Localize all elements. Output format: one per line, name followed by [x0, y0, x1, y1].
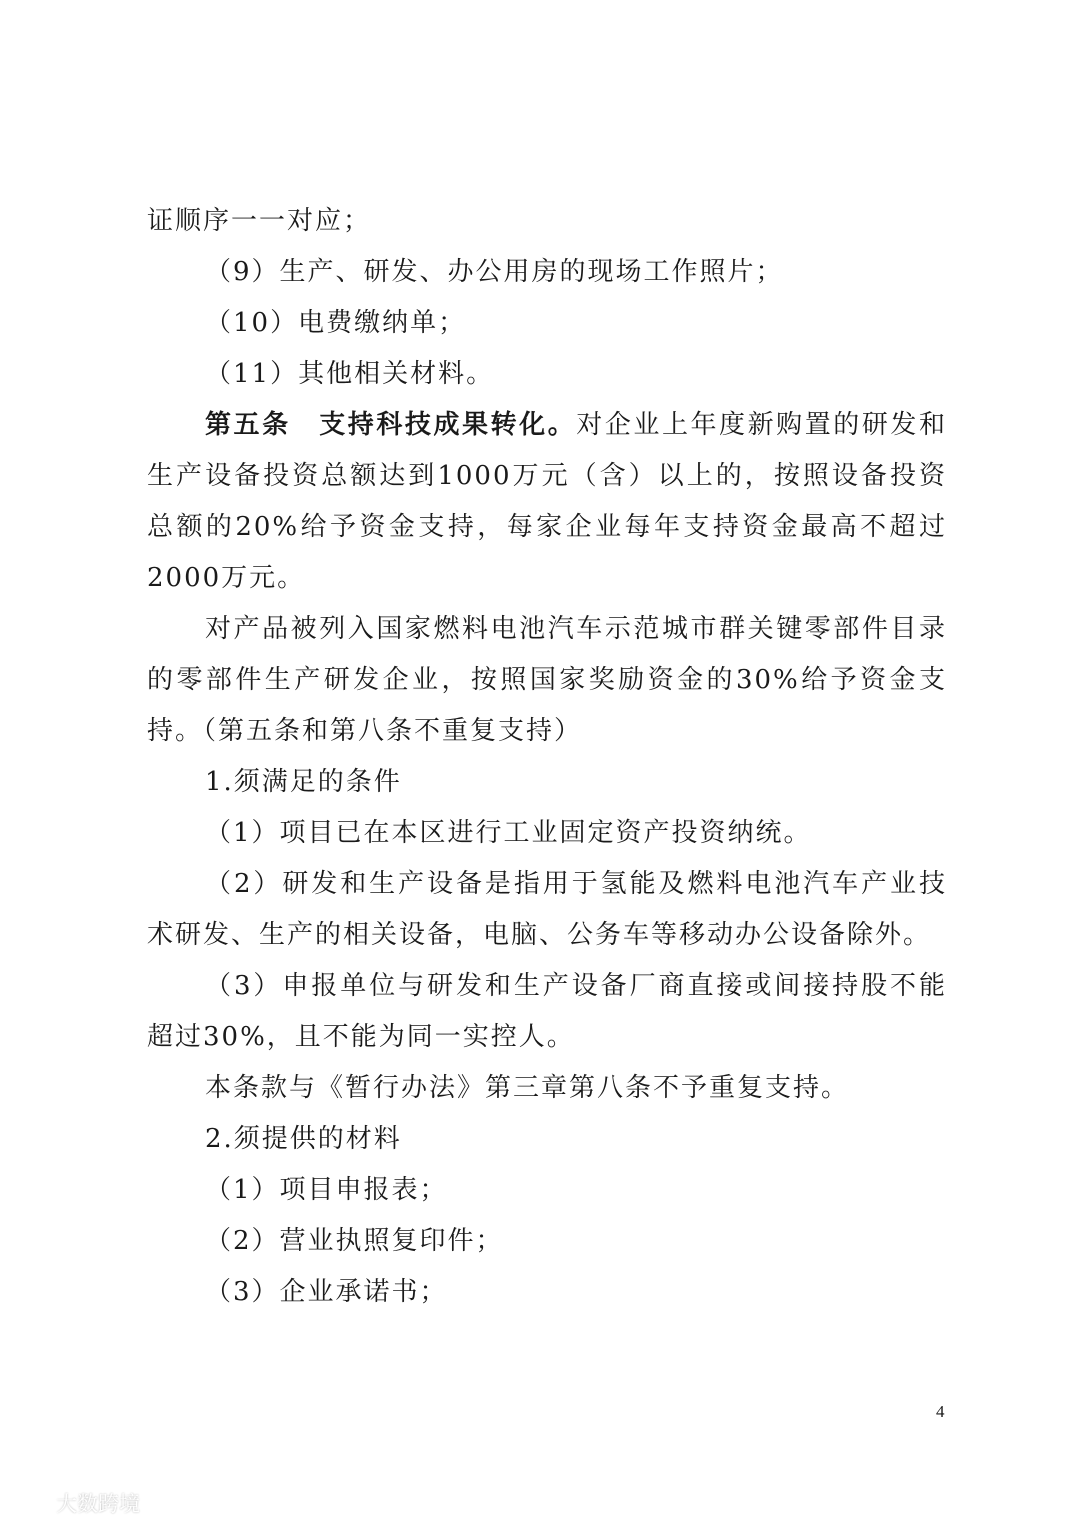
list-item-11: （11）其他相关材料。 — [205, 359, 495, 389]
watermark-text: 大数跨境 — [56, 1492, 140, 1516]
condition-item-1: （1）项目已在本区进行工业固定资产投资纳统。 — [205, 818, 812, 848]
article-five-paragraph — [147, 400, 947, 604]
material-item-2: （2）营业执照复印件； — [205, 1226, 504, 1256]
article-five-text: 对企业上年度新购置的研发和生产设备投资总额达到1000万元（含）以上的，按照设备投资总额的20%给予资金支持，每家企业每年支持资金最高不超过2000万元。 — [147, 410, 947, 593]
condition-item-3: （3）申报单位与研发和生产设备厂商直接或间接持股不能超过30%，且不能为同一实控人。 — [147, 971, 947, 1052]
section-materials-heading: 2.须提供的材料 — [205, 1124, 402, 1154]
article-five-heading: 第五条 支持科技成果转化。 — [205, 410, 577, 440]
watermark-logo-icon — [12, 1490, 50, 1516]
list-item-10: （10）电费缴纳单； — [205, 308, 467, 338]
watermark — [12, 1488, 140, 1518]
list-item-9: （9）生产、研发、办公用房的现场工作照片； — [205, 257, 784, 287]
no-duplicate-note: 本条款与《暂行办法》第三章第八条不予重复支持。 — [205, 1073, 850, 1103]
section-conditions-heading: 1.须满足的条件 — [205, 767, 402, 797]
article-five-paragraph-2: 对产品被列入国家燃料电池汽车示范城市群关键零部件目录的零部件生产研发企业，按照国家奖励资金的30%给予资金支持。（第五条和第八条不重复支持） — [147, 614, 947, 746]
material-item-1: （1）项目申报表； — [205, 1175, 448, 1205]
condition-item-2: （2）研发和生产设备是指用于氢能及燃料电池汽车产业技术研发、生产的相关设备，电脑、公务车等移动办公设备除外。 — [147, 869, 947, 950]
document-body — [147, 196, 947, 1318]
page-number: 4 — [936, 1402, 945, 1421]
paragraph-continuation: 证顺序一一对应； — [147, 206, 372, 236]
material-item-3: （3）企业承诺书； — [205, 1277, 448, 1307]
